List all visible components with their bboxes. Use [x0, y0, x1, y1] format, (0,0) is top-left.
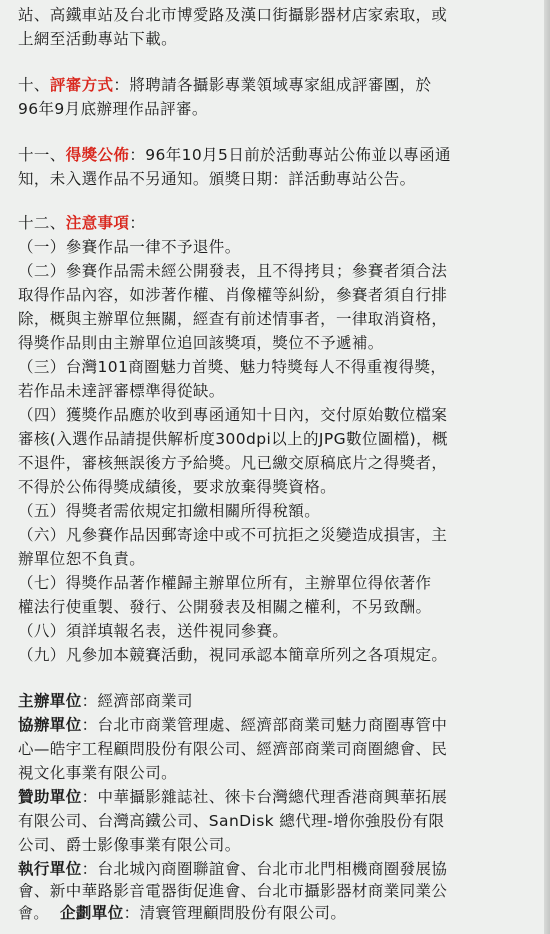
sponsor-value: 公司、爵士影像事業有限公司。: [18, 836, 241, 854]
notice-line: 辦單位恕不負責。: [18, 550, 146, 568]
organizer-line: [18, 690, 193, 712]
notice-line: （八）須詳填報名表，送件視同參賽。: [18, 622, 289, 640]
sponsor-label: 贊助單位: [18, 788, 82, 806]
co-organizer-colon: ：: [81, 716, 98, 734]
organizer-colon: ：: [81, 692, 98, 710]
notice-line: （七）得獎作品著作權歸主辦單位所有，主辦單位得依著作: [18, 574, 432, 592]
intro-line-2: 上網至活動專站下載。: [18, 30, 178, 48]
section-11-heading: [18, 144, 451, 166]
section-11-number: 十一、: [18, 146, 66, 164]
executor-line: [18, 858, 447, 880]
co-organizer-value: 台北市商業管理處、經濟部商業司魅力商圈專管中: [97, 716, 448, 734]
section-12-colon: ：: [129, 214, 146, 232]
notice-line: 不退件，審核無誤後方予給獎。凡已繳交原稿底片之得獎者，: [18, 454, 448, 472]
notice-line: （二）參賽作品需未經公開發表，且不得拷貝；參賽者須合法: [18, 262, 448, 280]
notice-line: 除，概與主辦單位無關，經查有前述情事者，一律取消資格，: [18, 310, 448, 328]
executor-label: 執行單位: [18, 860, 82, 878]
notice-line: 得獎作品則由主辦單位追回該獎項，獎位不予遞補。: [18, 334, 384, 352]
co-organizer-label: 協辦單位: [18, 716, 82, 734]
notice-line: （九）凡參加本競賽活動，視同承認本簡章所列之各項規定。: [18, 646, 448, 664]
sponsor-line: [18, 786, 447, 808]
notice-line: 不得於公佈得獎成績後，要求放棄得獎資格。: [18, 478, 337, 496]
executor-value: 會、新中華路影音電器街促進會、台北市攝影器材商業同業公: [18, 882, 448, 900]
co-organizer-line: [18, 714, 447, 736]
section-10-text-1: ：將聘請各攝影專業領域專家組成評審團，於: [113, 76, 432, 94]
notice-line: 權法行使重製、發行、公開發表及相關之權利，不另致酬。: [18, 598, 432, 616]
executor-colon: ：: [81, 860, 98, 878]
section-10-text-2: 96年9月底辦理作品評審。: [18, 100, 208, 118]
organizer-value: 經濟部商業司: [97, 692, 193, 710]
section-12-number: 十二、: [18, 214, 66, 232]
notice-line: （五）得獎者需依規定扣繳相關所得稅額。: [18, 502, 321, 520]
section-12-heading: [18, 212, 145, 234]
notice-line: 若作品未達評審標準得從缺。: [18, 382, 225, 400]
planner-label: 企劃單位: [60, 904, 124, 922]
notice-line: （六）凡參賽作品因郵寄途中或不可抗拒之災變造成損害，主: [18, 526, 448, 544]
sponsor-value: 中華攝影雜誌社、徠卡台灣總代理香港商興華拓展: [97, 788, 448, 806]
notice-line: （三）台灣101商圈魅力首獎、魅力特獎每人不得重複得獎，: [18, 358, 447, 376]
notice-line: 審核(入選作品請提供解析度300dpi以上的JPG數位圖檔)，概: [18, 430, 448, 448]
planner-value: 清寰管理顧問股份有限公司。: [139, 904, 347, 922]
section-11-text-1: ：96年10月5日前於活動專站公佈並以專函通: [129, 146, 451, 164]
co-organizer-value: 心—皓宇工程顧問股份有限公司、經濟部商業司商圈總會、民: [18, 740, 448, 758]
page-edge-shadow: [544, 0, 550, 934]
planner-line: [60, 902, 346, 924]
planner-colon: ：: [123, 904, 140, 922]
section-11-text-2: 知，未入選作品不另通知。頒獎日期：詳活動專站公告。: [18, 170, 416, 188]
executor-value: 會。: [18, 904, 49, 922]
sponsor-value: 有限公司、台灣高鐵公司、SanDisk 總代理-增你強股份有限: [18, 812, 445, 830]
notice-line: （一）參賽作品一律不予退件。: [18, 238, 241, 256]
executor-value: 台北城內商圈聯誼會、台北市北門相機商圈發展協: [97, 860, 448, 878]
organizer-label: 主辦單位: [18, 692, 82, 710]
section-11-title: 得獎公佈: [65, 146, 130, 164]
section-12-title: 注意事項: [65, 214, 130, 232]
sponsor-colon: ：: [81, 788, 98, 806]
intro-line-1: 站、高鐵車站及台北市博愛路及漢口街攝影器材店家索取，或: [18, 6, 448, 24]
section-10-heading: [18, 74, 431, 96]
co-organizer-value: 視文化事業有限公司。: [18, 764, 178, 782]
notice-line: 取得作品內容，如涉著作權、肖像權等糾紛，參賽者須自行排: [18, 286, 448, 304]
section-10-title: 評審方式: [49, 76, 114, 94]
notice-line: （四）獲獎作品應於收到專函通知十日內，交付原始數位檔案: [18, 406, 448, 424]
section-10-number: 十、: [18, 76, 50, 94]
